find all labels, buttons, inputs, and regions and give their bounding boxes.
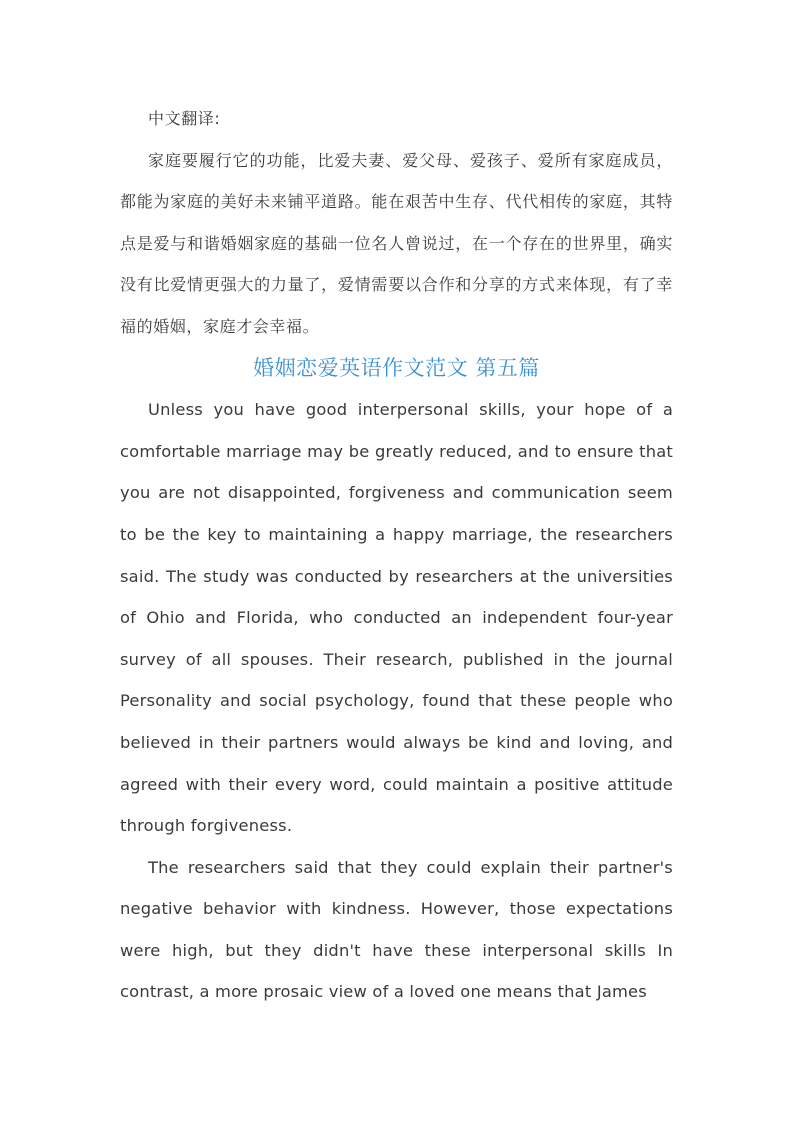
translation-paragraph: 家庭要履行它的功能，比爱夫妻、爱父母、爱孩子、爱所有家庭成员，都能为家庭的美好未来铺平道路。能在艰苦中生存、代代相传的家庭，其特点是爱与和谐婚姻家庭的基础一位名人曾说过，在一个存在的世界里，确实没有比爱情更强大的力量了，爱情需要以合作和分享的方式来体现，有了幸福的婚姻，家庭才会幸福。	[120, 150, 673, 336]
document-body	[120, 98, 673, 1013]
section-heading: 婚姻恋爱英语作文范文 第五篇	[253, 355, 540, 380]
english-paragraph-2: The researchers said that they could explain their partner's negative behavior with kindness. However, those expectations were high, but they didn't have these interpersonal skills In contrast, a more prosaic view of a loved one means that James	[120, 857, 673, 1002]
translation-label: 中文翻译:	[148, 109, 221, 128]
english-paragraph-1: Unless you have good interpersonal skills, your hope of a comfortable marriage may be greatly reduced, and to ensure that you are not disappointed, forgiveness and communication seem to be the key to maintaining a happy marriage, the researchers said. The study was conducted by researchers at the universities of Ohio and Florida, who conducted an independent four-year survey of all spouses. Their research, published in the journal Personality and social psychology, found that these people who believed in their partners would always be kind and loving, and agreed with their every word, could maintain a positive attitude through forgiveness.	[120, 400, 673, 836]
